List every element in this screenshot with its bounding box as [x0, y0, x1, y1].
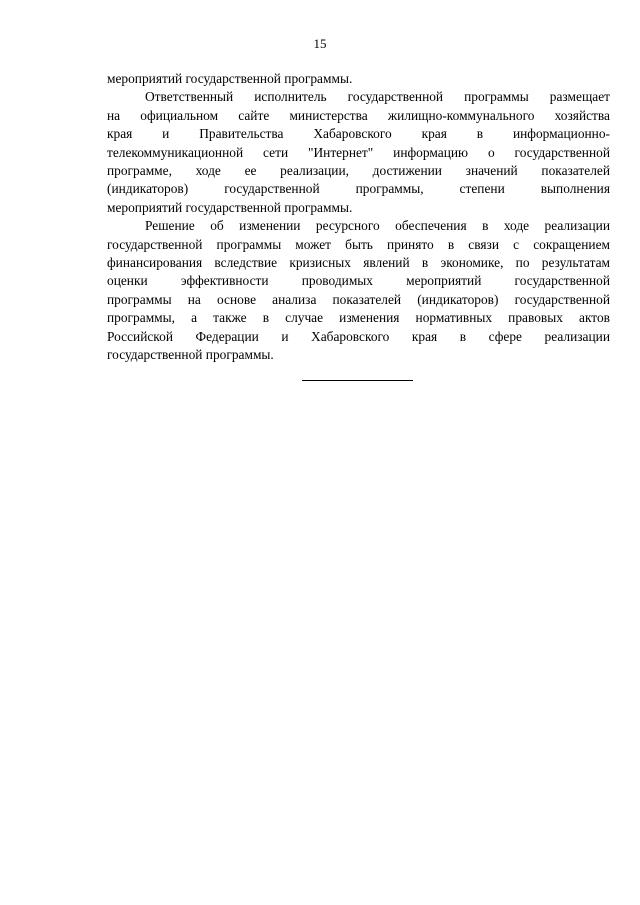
- text-line: (индикаторов) государственной программы, степени выполнения: [107, 181, 610, 197]
- page-number: 15: [313, 36, 327, 51]
- text-line: государственной программы может быть принято в связи с сокращением: [107, 236, 610, 252]
- text-line: программы, а также в случае изменения нормативных правовых актов: [107, 310, 610, 326]
- text-line: финансирования вследствие кризисных явлений в экономике, по результатам: [107, 255, 610, 271]
- text-line: государственной программы.: [107, 347, 274, 363]
- text-line: Решение об изменении ресурсного обеспечения в ходе реализации: [145, 218, 610, 234]
- text-line: программы на основе анализа показателей (индикаторов) государственной: [107, 291, 610, 307]
- text-line: на официальном сайте министерства жилищно-коммунального хозяйства: [107, 107, 610, 123]
- text-line: Российской Федерации и Хабаровского края в сфере реализации: [107, 328, 610, 344]
- end-separator-line: [302, 380, 413, 381]
- text-line: оценки эффективности проводимых мероприятий государственной: [107, 273, 610, 289]
- text-line: телекоммуникационной сети "Интернет" информацию о государственной: [107, 144, 610, 160]
- text-line: Ответственный исполнитель государственной программы размещает: [145, 89, 610, 105]
- paragraph-resource-change: [107, 217, 610, 364]
- text-line: мероприятий государственной программы.: [107, 71, 353, 86]
- document-body: [107, 70, 610, 365]
- paragraph-continuation: [107, 70, 610, 88]
- paragraph-responsible-executor: [107, 88, 610, 217]
- text-line: края и Правительства Хабаровского края в информационно-: [107, 126, 610, 142]
- text-line: программе, ходе ее реализации, достижении значений показателей: [107, 163, 610, 179]
- text-line: мероприятий государственной программы.: [107, 199, 353, 215]
